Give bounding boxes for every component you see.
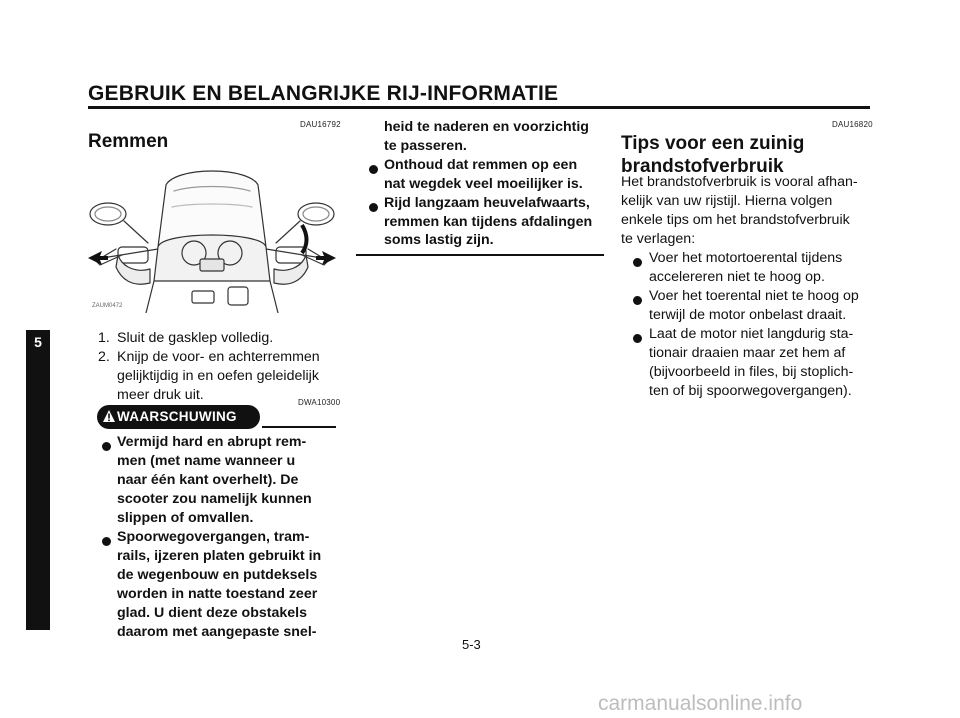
bullet-dot [633, 334, 642, 343]
warning-bullet-line: Onthoud dat remmen op een [384, 157, 578, 173]
step-number: 2. [98, 349, 110, 365]
warning-bullet-line: Vermijd hard en abrupt rem- [117, 434, 307, 450]
warning-bullet-line: daarom met aangepaste snel- [117, 624, 317, 640]
bullet-dot [633, 258, 642, 267]
step-text: Knijp de voor- en achterremmen [117, 349, 320, 365]
warning-bullet-line: slippen of omvallen. [117, 510, 254, 526]
tip-bullet-line: tionair draaien maar zet hem af [649, 345, 846, 361]
section-code-remmen: DAU16792 [300, 120, 341, 129]
tip-bullet-line: Voer het toerental niet te hoog op [649, 288, 859, 304]
warning-continuation-line: heid te naderen en voorzichtig [384, 119, 589, 135]
header-rule [88, 106, 870, 109]
intro-line: kelijk van uw rijstijl. Hierna volgen [621, 193, 833, 209]
warning-badge [97, 405, 260, 429]
bullet-dot [633, 296, 642, 305]
tip-bullet-line: ten of bij spoorwegovergangen). [649, 383, 852, 399]
warning-bullet-line: men (met name wanneer u [117, 453, 296, 469]
warning-bullet-line: de wegenbouw en putdeksels [117, 567, 318, 583]
heading-tips-line: brandstofverbruik [621, 156, 784, 177]
warning-bullet-line: naar één kant overhelt). De [117, 472, 299, 488]
warning-rule [262, 426, 336, 428]
intro-line: enkele tips om het brandstofverbruik [621, 212, 850, 228]
tip-bullet-line: accelereren niet te hoog op. [649, 269, 825, 285]
warning-bullet-line: glad. U dient deze obstakels [117, 605, 308, 621]
heading-tips-line: Tips voor een zuinig [621, 133, 805, 154]
warning-bullet-line: nat wegdek veel moeilijker is. [384, 176, 583, 192]
warning-code: DWA10300 [298, 398, 341, 407]
intro-line: Het brandstofverbruik is vooral afhan- [621, 174, 858, 190]
warning-bullet-line: scooter zou namelijk kunnen [117, 491, 312, 507]
warning-triangle-icon [103, 410, 115, 423]
bullet-dot [102, 537, 111, 546]
page-header-title: GEBRUIK EN BELANGRIJKE RIJ-INFORMATIE [88, 82, 559, 105]
bullet-dot [102, 442, 111, 451]
heading-remmen: Remmen [88, 131, 169, 152]
warning-bullet-line: Spoorwegovergangen, tram- [117, 529, 310, 545]
warning-bullet-line: rails, ijzeren platen gebruikt in [117, 548, 322, 564]
tip-bullet-line: Voer het motortoerental tijdens [649, 250, 843, 266]
section-code-tips: DAU16820 [832, 120, 873, 129]
warning-label: WAARSCHUWING [117, 409, 237, 424]
figure-label: ZAUM0472 [92, 303, 123, 309]
chapter-tab [26, 330, 50, 630]
step-text: meer druk uit. [117, 387, 204, 403]
bullet-dot [369, 165, 378, 174]
warning-continuation-line: te passeren. [384, 138, 467, 154]
warning-bullet-line: remmen kan tijdens afdalingen [384, 214, 593, 230]
tip-bullet-line: (bijvoorbeeld in files, bij stoplich- [649, 364, 854, 380]
step-text: Sluit de gasklep volledig. [117, 330, 274, 346]
page-number: 5-3 [462, 637, 481, 652]
watermark: carmanualsonline.info [598, 692, 803, 715]
warning-end-rule [356, 254, 604, 256]
tip-bullet-line: terwijl de motor onbelast draait. [649, 307, 847, 323]
intro-line: te verlagen: [621, 231, 696, 247]
bullet-dot [369, 203, 378, 212]
warning-bullet-line: worden in natte toestand zeer [117, 586, 318, 602]
tip-bullet-line: Laat de motor niet langdurig sta- [649, 326, 854, 342]
warning-bullet-line: soms lastig zijn. [384, 232, 494, 248]
step-number: 1. [98, 330, 110, 346]
chapter-number: 5 [34, 334, 42, 350]
handlebar-brake-illustration [88, 163, 336, 313]
step-text: gelijktijdig in en oefen geleidelijk [117, 368, 319, 384]
warning-bullet-line: Rijd langzaam heuvelafwaarts, [384, 195, 590, 211]
